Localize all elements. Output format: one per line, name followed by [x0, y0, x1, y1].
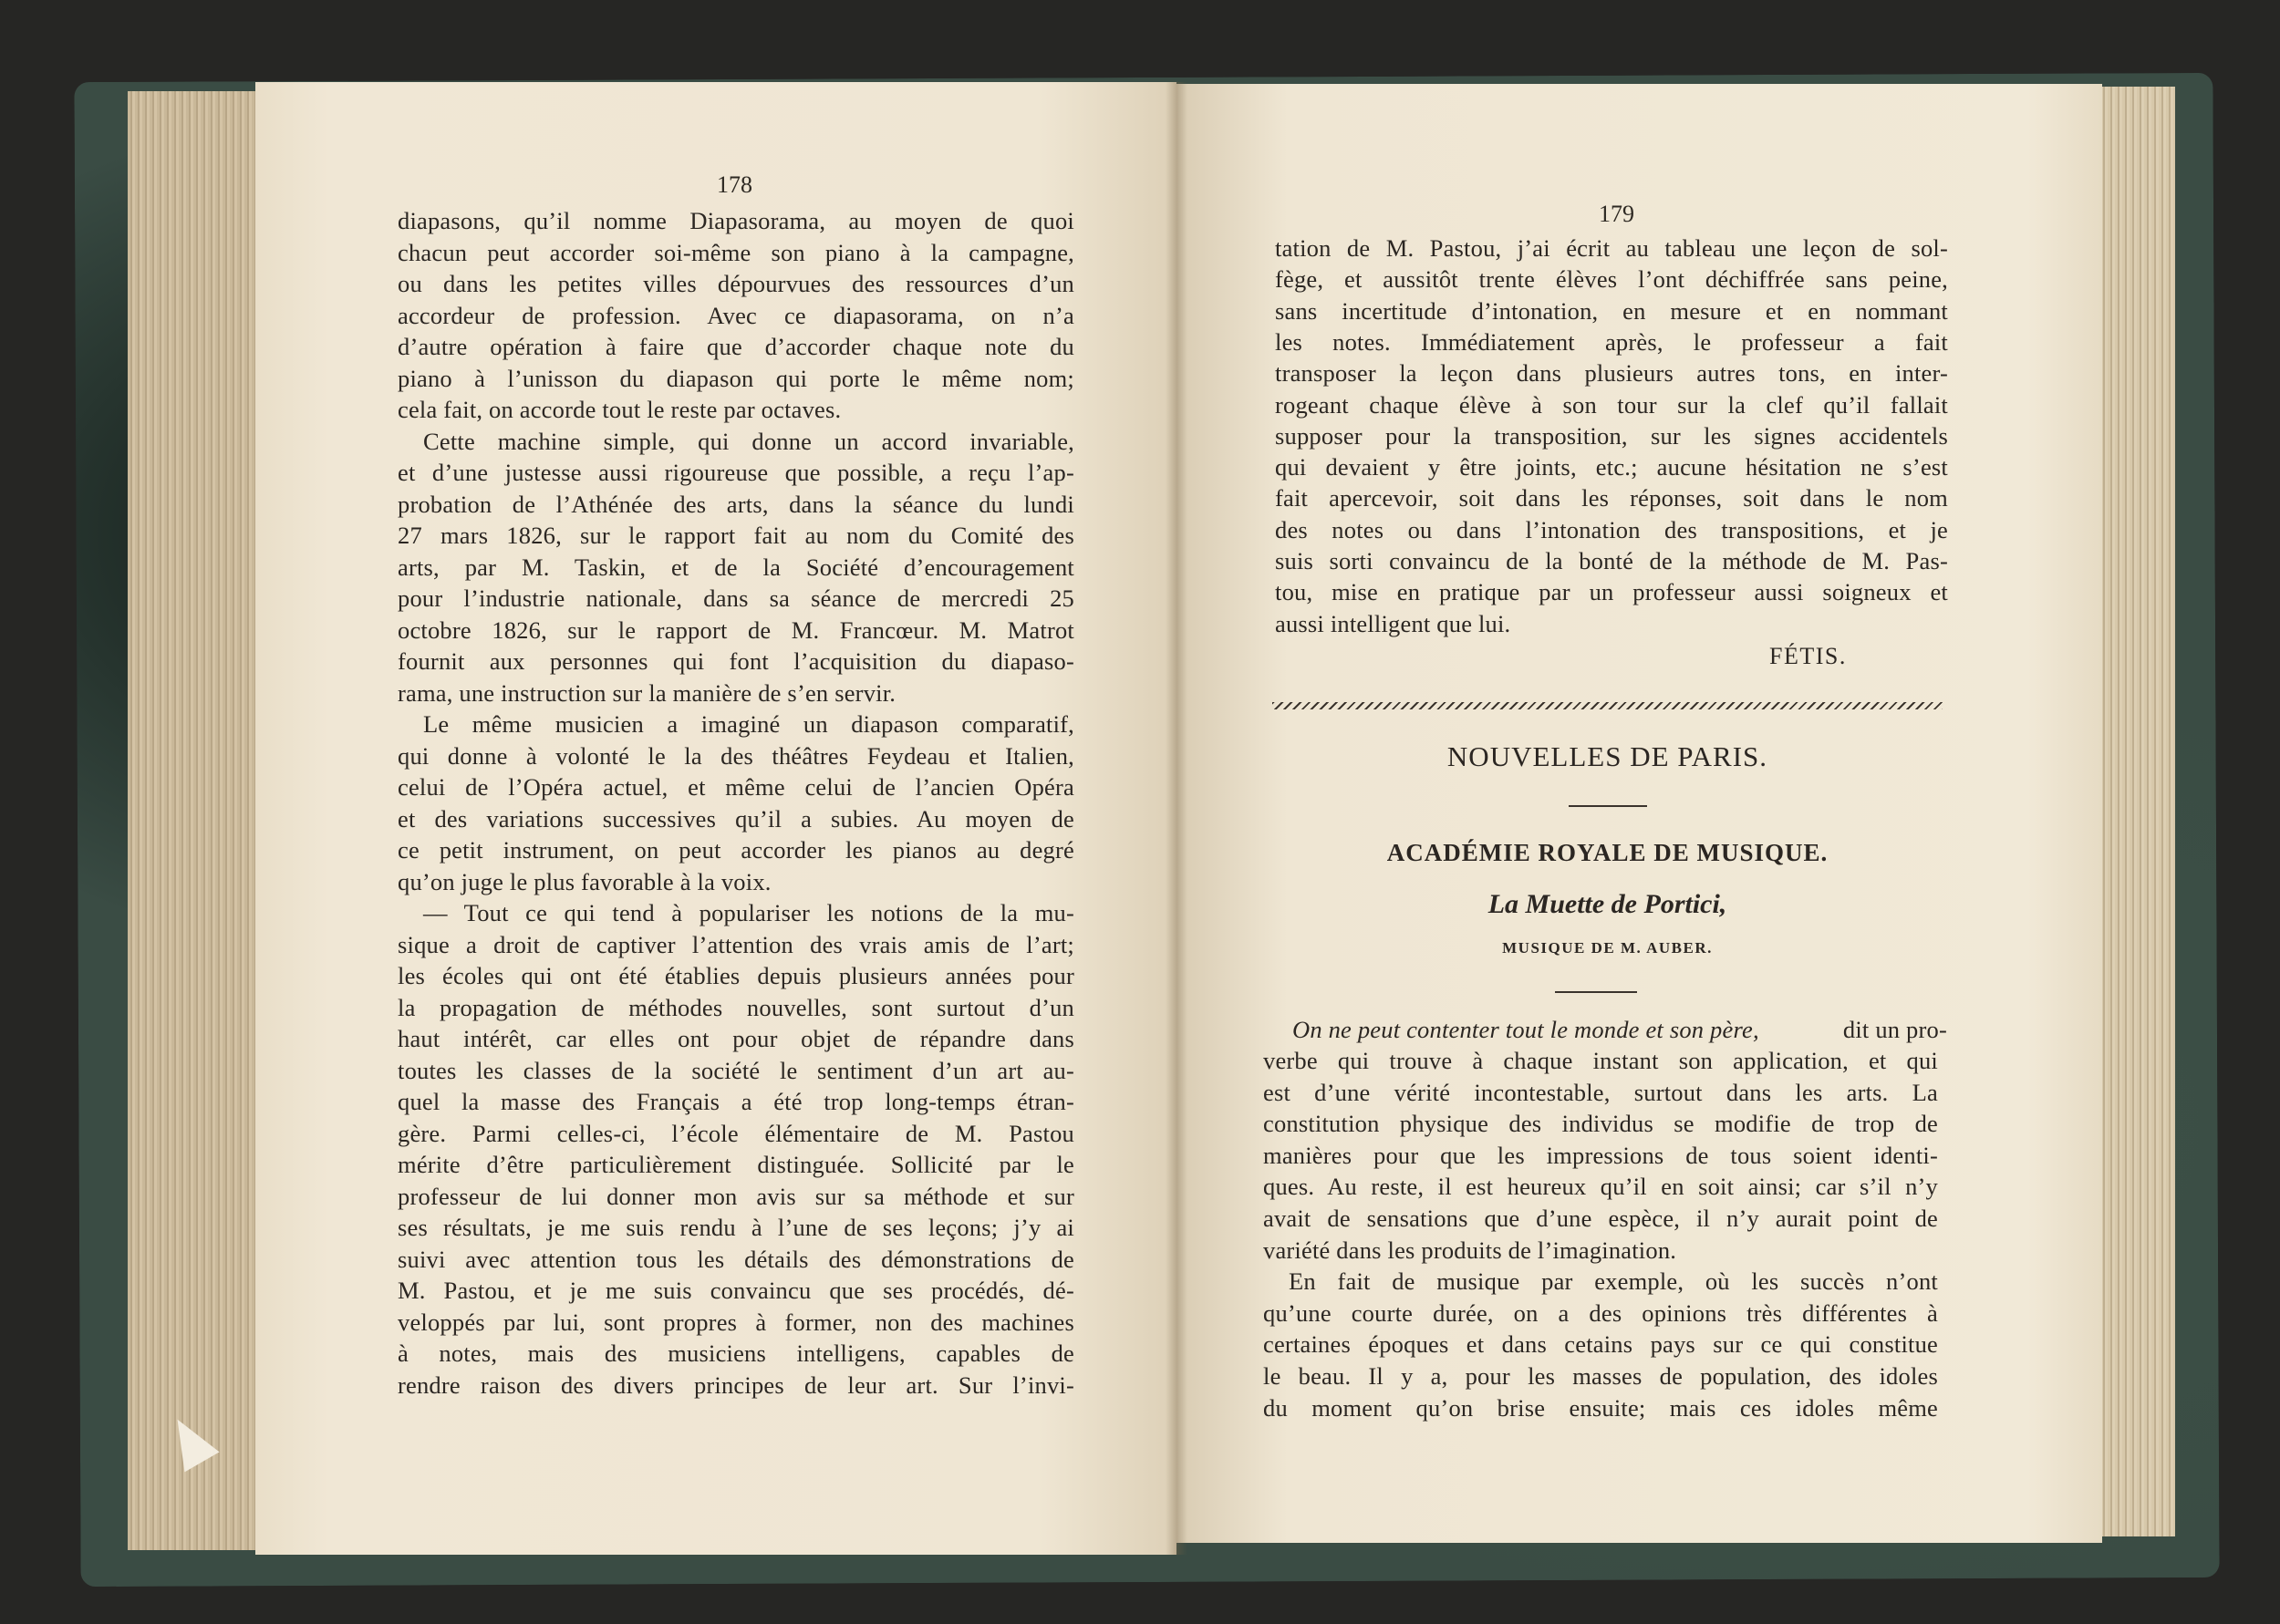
right-page-edges: [2093, 87, 2175, 1536]
text-line: à notes, mais des musiciens intelligens, capables de: [398, 1340, 1074, 1367]
text-line: tation de M. Pastou, j’ai écrit au tableau une leçon de sol-: [1275, 234, 1948, 262]
text-line: des notes ou dans l’intonation des transpositions, et je: [1275, 515, 1948, 543]
text-line: veloppés par lui, sont propres à former, non des machines: [398, 1308, 1074, 1336]
subsection-title: ACADÉMIE ROYALE DE MUSIQUE.: [1386, 839, 1829, 866]
text-line: est d’une vérité incontestable, surtout dans les arts. La: [1263, 1078, 1938, 1106]
section-divider: [1272, 702, 1943, 709]
text-line: 27 mars 1826, sur le rapport fait au nom du Comité des: [398, 522, 1074, 549]
left-page-number: 178: [717, 171, 752, 198]
text-line: toutes les classes de la société le sentiment d’un art au-: [398, 1056, 1074, 1084]
text-line: arts, par M. Taskin, et de la Société d’encouragement: [398, 553, 1074, 581]
text-line: et d’une justesse aussi rigoureuse que possible, a reçu l’ap-: [398, 459, 1074, 486]
text-line: rendre raison des divers principes de leur art. Sur l’invi-: [398, 1371, 1074, 1399]
text-line: rama, une instruction sur la manière de s’en servir.: [398, 678, 896, 707]
text-line: verbe qui trouve à chaque instant son application, et qui: [1263, 1047, 1938, 1074]
text-line: supposer pour la transposition, sur les signes accidentels: [1275, 421, 1948, 450]
text-line: constitution physique des individus se modifie de trop de: [1263, 1110, 1938, 1138]
text-line: gère. Parmi celles-ci, l’école élémentaire de M. Pastou: [398, 1119, 1074, 1147]
text-line: octobre 1826, sur le rapport de M. Francœur. M. Matrot: [398, 615, 1074, 644]
text-line: Le même musicien a imaginé un diapason comparatif,: [423, 710, 1074, 738]
text-line: et des variations successives qu’il a subies. Au moyen de: [398, 804, 1074, 833]
title-rule: [1569, 805, 1647, 807]
text-line: transposer la leçon dans plusieurs autres tons, en inter-: [1275, 359, 1948, 388]
text-line: variété dans les produits de l’imagination.: [1263, 1236, 1677, 1264]
text-line: le beau. Il y a, pour les masses de population, des idoles: [1263, 1362, 1938, 1390]
text-line: ses résultats, je me suis rendu à l’une de ses leçons; j’y ai: [398, 1214, 1074, 1241]
text-line: tou, mise en pratique par un professeur aussi soigneux et: [1275, 578, 1948, 606]
text-line: qu’on juge le plus favorable à la voix.: [398, 867, 772, 895]
text-line: piano à l’unisson du diapason qui porte le même nom;: [398, 364, 1074, 392]
text-line: Cette machine simple, qui donne un accord invariable,: [423, 427, 1074, 455]
text-line: qui devaient y être joints, etc.; aucune hésitation ne s’est: [1275, 453, 1948, 481]
text-line: ques. Au reste, il est heureux qu’il en soit ainsi; car s’il n’y: [1263, 1173, 1938, 1201]
text-line: la propagation de méthodes nouvelles, sont surtout d’un: [398, 993, 1074, 1021]
text-line: ou dans les petites villes dépourvues des ressources d’un: [398, 270, 1074, 297]
text-line: manières pour que les impressions de tous soient identi-: [1263, 1141, 1938, 1169]
text-line: fait apercevoir, soit dans les réponses, soit dans le nom: [1275, 484, 1948, 512]
text-line: ce petit instrument, on peut accorder les pianos au degré: [398, 836, 1074, 864]
text-line: accordeur de profession. Avec ce diapasorama, on n’a: [398, 301, 1074, 329]
credit-rule: [1555, 991, 1637, 993]
text-line: probation de l’Athénée des arts, dans la séance du lundi: [398, 490, 1074, 518]
signature: FÉTIS.: [1769, 643, 1847, 669]
text-line: celui de l’Opéra actuel, et même celui de l’ancien Opéra: [398, 773, 1074, 801]
work-title: La Muette de Portici,: [1487, 889, 1727, 919]
right-page-number: 179: [1599, 201, 1634, 227]
section-title: NOUVELLES DE PARIS.: [1446, 740, 1768, 772]
text-line: — Tout ce qui tend à populariser les notions de la mu-: [423, 899, 1074, 926]
text-line: fège, et aussitôt trente élèves l’ont déchiffrée sans peine,: [1275, 265, 1948, 294]
paragraph-lead: [1292, 1014, 1947, 1045]
text-line: sique a droit de captiver l’attention des vrais amis de l’art;: [398, 930, 1074, 958]
text-line: qu’une courte durée, on a des opinions très différentes à: [1263, 1298, 1938, 1327]
text-line: sans incertitude d’intonation, en mesure et en nommant: [1275, 296, 1948, 325]
text-line: M. Pastou, et je me suis convaincu que ses procédés, dé-: [398, 1277, 1074, 1304]
text-line: suis sorti convaincu de la bonté de la méthode de M. Pas-: [1275, 547, 1948, 574]
text-line: chacun peut accorder soi-même son piano à la campagne,: [398, 238, 1074, 266]
text-line: certaines époques et dans cetains pays sur ce qui constitue: [1263, 1330, 1938, 1359]
book-gutter: [1166, 82, 1187, 1555]
text-line: professeur de lui donner mon avis sur sa méthode et sur: [398, 1182, 1074, 1210]
text-line: pour l’industrie nationale, dans sa séance de mercredi 25: [398, 584, 1074, 612]
left-page-edges: [128, 91, 264, 1550]
text-line: haut intérêt, car elles ont pour objet de répandre dans: [398, 1025, 1074, 1052]
text-line: fournit aux personnes qui font l’acquisition du diapaso-: [398, 647, 1074, 675]
text-line: cela fait, on accorde tout le reste par octaves.: [398, 396, 842, 423]
text-line: les notes. Immédiatement après, le professeur a fait: [1275, 327, 1948, 356]
text-line: d’autre opération à faire que d’accorder chaque note du: [398, 333, 1074, 360]
text-line: du moment qu’on brise ensuite; mais ces idoles même: [1263, 1393, 1938, 1422]
proverb: On ne peut contenter tout le monde et son père,: [1292, 1016, 1759, 1043]
text-line: diapasons, qu’il nomme Diapasorama, au moyen de quoi: [398, 207, 1074, 234]
text-line: suivi avec attention tous les détails des démonstrations de: [398, 1245, 1074, 1273]
text-line: les écoles qui ont été établies depuis plusieurs années pour: [398, 962, 1074, 989]
text-line: quel la masse des Français a été trop long-temps étran-: [398, 1088, 1074, 1115]
text-line: mérite d’être particulièrement distinguée. Sollicité par le: [398, 1151, 1074, 1178]
text-line: rogeant chaque élève à son tour sur la clef qu’il fallait: [1275, 390, 1948, 419]
text-line: avait de sensations que d’une espèce, il n’y aurait point de: [1263, 1205, 1938, 1232]
text-line: aussi intelligent que lui.: [1275, 609, 1511, 637]
text-line: En fait de musique par exemple, où les succès n’ont: [1289, 1267, 1938, 1296]
text-line: qui donne à volonté le la des théâtres Feydeau et Italien,: [398, 741, 1074, 770]
proverb-continuation: dit un pro-: [1842, 1016, 1947, 1043]
work-credit: MUSIQUE DE M. AUBER.: [1502, 939, 1713, 957]
